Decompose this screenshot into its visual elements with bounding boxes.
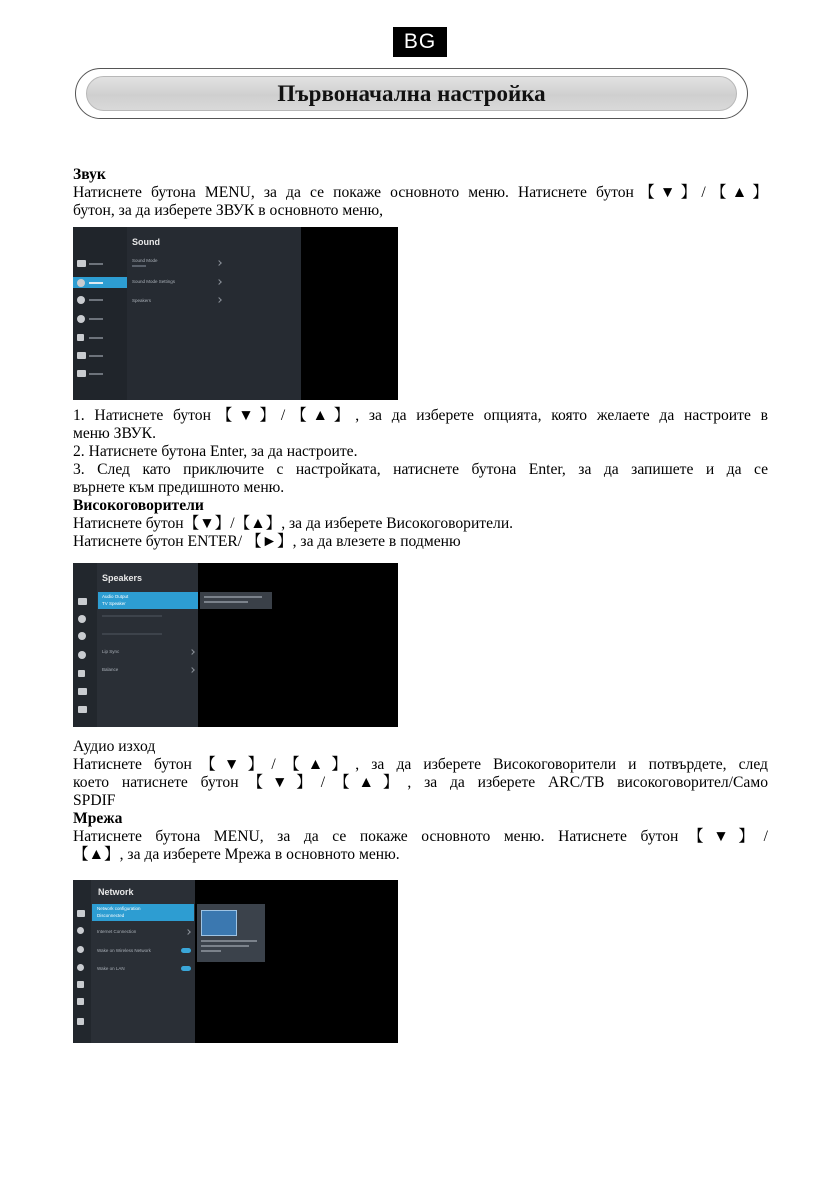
network-menu-screenshot: Network Network configuration Disconnected Internet Connection Wake on Wireless Network Wake on LAN (73, 880, 398, 1043)
audio-output-line-3: SPDIF (73, 792, 116, 809)
sound-screen-title: Sound (132, 237, 160, 247)
sound-step-1-line-2: меню ЗВУК. (73, 425, 156, 442)
network-screen-title: Network (98, 887, 134, 897)
language-badge: BG (393, 27, 447, 57)
network-line-1: Натиснете бутона MENU, за да се покаже основното меню. Натиснете бутон【▼】/ (73, 828, 768, 845)
network-heading: Мрежа (73, 810, 123, 827)
sound-heading: Звук (73, 166, 106, 183)
network-line-2: 【▲】, за да изберете Мрежа в основното меню. (73, 846, 400, 863)
sound-step-2: 2. Натиснете бутона Enter, за да настроите. (73, 443, 358, 460)
sound-menu-screenshot: Sound Sound Mode Sound Mode Settings Speakers (73, 227, 398, 400)
speakers-line-1: Натиснете бутон【▼】/【▲】, за да изберете Високоговорители. (73, 515, 514, 532)
title-banner (75, 68, 748, 119)
speakers-line-2: Натиснете бутон ENTER/ 【►】, за да влезете в подменю (73, 533, 461, 550)
sound-intro-line-2: бутон, за да изберете ЗВУК в основното меню, (73, 202, 384, 219)
sound-step-3-line-1: 3. След като приключите с настройката, натиснете бутона Enter, за да запишете и да се (73, 461, 768, 478)
speakers-menu-screenshot: Speakers Audio Output TV Speaker Lip Sync Balance (73, 563, 398, 727)
sound-step-3-line-2: върнете към предишното меню. (73, 479, 285, 496)
audio-output-line-2: което натиснете бутон【▼】/【▲】, за да изберете ARC/ТВ високоговорител/Само (73, 774, 768, 791)
audio-output-heading: Аудио изход (73, 738, 156, 755)
speakers-screen-title: Speakers (102, 573, 143, 583)
sound-step-1-line-1: 1. Натиснете бутон【▼】/【▲】, за да изберете опцията, която желаете да настроите в (73, 407, 768, 424)
sound-intro-line-1: Натиснете бутона MENU, за да се покаже основното меню. Натиснете бутон【▼】/【▲】 (73, 184, 768, 201)
audio-output-line-1: Натиснете бутон【▼】/【▲】, за да изберете Високоговорители и потвърдете, след (73, 756, 768, 773)
speakers-heading: Високоговорители (73, 497, 204, 514)
page-title: Първоначална настройка (277, 80, 546, 106)
